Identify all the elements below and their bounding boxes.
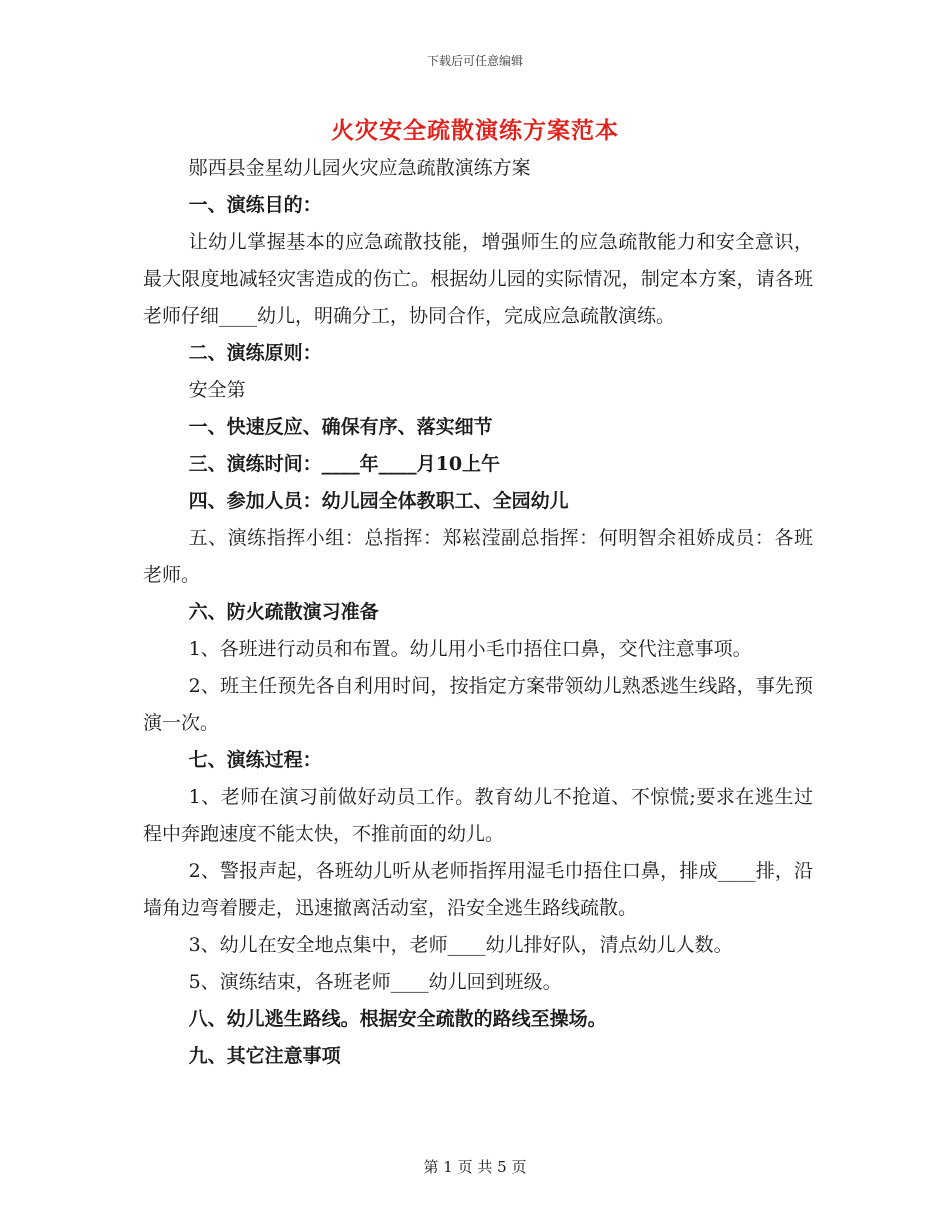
- paragraph-heading-principle: 二、演练原则：: [188, 342, 322, 364]
- paragraph-principle-body: 安全第: [188, 379, 246, 401]
- paragraph-heading-participants: 四、参加人员：幼儿园全体教职工、全园幼儿: [188, 490, 569, 512]
- paragraph-preparation-2: 2、班主任预先各自利用时间，按指定方案带领幼儿熟悉逃生线路，事先预演一次。: [143, 675, 813, 734]
- paragraph-process-3: 3、幼儿在安全地点集中，老师____幼儿排好队，清点幼儿人数。: [188, 934, 733, 956]
- paragraph-heading-route: 八、幼儿逃生路线。根据安全疏散的路线至操场。: [188, 1008, 607, 1030]
- paragraph-principle-list: 一、快速反应、确保有序、落实细节: [188, 416, 493, 438]
- paragraph-heading-purpose: 一、演练目的：: [188, 194, 322, 216]
- paragraph-command-group: 五、演练指挥小组：总指挥：郑崧滢副总指挥：何明智余祖娇成员：各班老师。: [143, 527, 813, 586]
- paragraph-purpose-body: 让幼儿掌握基本的应急疏散技能，增强师生的应急疏散能力和安全意识，最大限度地减轻灾害造成的伤亡。根据幼儿园的实际情况，制定本方案，请各班老师仔细____幼儿，明确分工，协同合作，完成应急疏散演练。: [143, 231, 813, 327]
- paragraph-heading-notes: 九、其它注意事项: [188, 1045, 341, 1067]
- paragraph-subtitle: 郧西县金星幼儿园火灾应急疏散演练方案: [188, 157, 531, 179]
- header-note: 下载后可任意编辑: [426, 54, 523, 68]
- paragraph-preparation-1: 1、各班进行动员和布置。幼儿用小毛巾捂住口鼻，交代注意事项。: [188, 638, 752, 660]
- document-body: [143, 150, 813, 1075]
- paragraph-process-5: 5、演练结束，各班老师____幼儿回到班级。: [188, 971, 562, 993]
- paragraph-heading-process: 七、演练过程：: [188, 749, 322, 771]
- document-title: 火灾安全疏散演练方案范本: [331, 117, 619, 144]
- paragraph-heading-time: 三、演练时间：____年____月10上午: [188, 453, 501, 475]
- paragraph-heading-preparation: 六、防火疏散演习准备: [188, 601, 379, 623]
- paragraph-process-2: 2、警报声起，各班幼儿听从老师指挥用湿毛巾捂住口鼻，排成____排，沿墙角边弯着腰走，迅速撤离活动室，沿安全逃生路线疏散。: [143, 860, 813, 919]
- paragraph-process-1: 1、老师在演习前做好动员工作。教育幼儿不抢道、不惊慌;要求在逃生过程中奔跑速度不能太快，不推前面的幼儿。: [143, 786, 813, 845]
- page-number: 第 1 页 共 5 页: [423, 1158, 527, 1176]
